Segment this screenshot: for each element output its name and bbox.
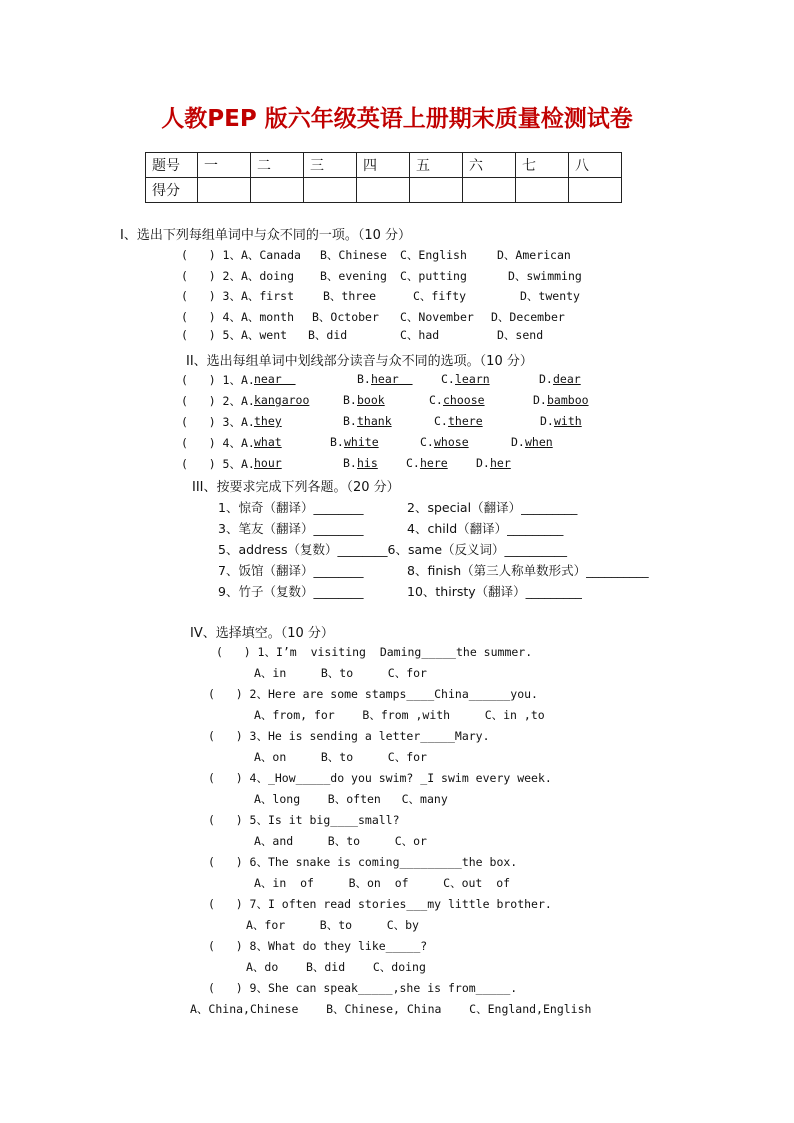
score-cell: 题号 (146, 153, 198, 178)
score-table (145, 152, 622, 203)
option-c-prefix: C. (429, 393, 443, 407)
option-b-word: hear (371, 372, 413, 386)
option-c: C、English (400, 248, 467, 262)
question-options: A、do B、did C、doing (246, 960, 426, 974)
option-d-prefix: D. (476, 456, 490, 470)
option-b-prefix: B. (330, 435, 344, 449)
option-d-word: when (525, 435, 553, 449)
question-number: ( ) 3、A. (181, 415, 255, 429)
question-number: ( ) 1、A. (181, 373, 255, 387)
translate-item: 9、竹子（复数）________ (218, 584, 364, 599)
score-cell: 二 (251, 153, 304, 178)
section-3-heading: III、按要求完成下列各题。（20 分） (192, 480, 400, 495)
score-cell: 六 (463, 153, 516, 178)
option-b: B、October (312, 310, 379, 324)
question-options: A、and B、to C、or (254, 834, 427, 848)
question-number: ( ) 4、A. (181, 436, 255, 450)
option-d-word: with (554, 414, 582, 428)
question-number: ( ) 5、A、went (181, 328, 288, 342)
score-cell: 四 (357, 153, 410, 178)
question-stem: ( ) 8、What do they like_____? (208, 939, 428, 953)
translate-item: 7、饭馆（翻译）________ (218, 563, 364, 578)
option-b-prefix: B. (343, 456, 357, 470)
question-stem: ( ) 9、She can speak_____,she is from_____. (208, 981, 518, 995)
option-d: D、swimming (508, 269, 582, 283)
option-d-prefix: D. (533, 393, 547, 407)
score-input-cell[interactable] (463, 178, 516, 203)
option-a-word: near (254, 372, 296, 386)
question-stem: ( ) 4、_How_____do you swim? _I swim every week. (208, 771, 552, 785)
question-options: A、from, for B、from ,with C、in ,to (254, 708, 545, 722)
question-options: A、in B、to C、for (254, 666, 427, 680)
translate-item: 3、笔友（翻译）________ (218, 521, 364, 536)
option-d: D、December (491, 310, 565, 324)
score-cell: 得分 (146, 178, 198, 203)
option-d-word: bamboo (547, 393, 589, 407)
score-cell: 五 (410, 153, 463, 178)
section-4-heading: IV、选择填空。（10 分） (190, 626, 334, 641)
question-stem: ( ) 7、I often read stories___my little brother. (208, 897, 552, 911)
score-input-cell[interactable] (304, 178, 357, 203)
option-a-word: hour (254, 456, 282, 470)
option-c: C、putting (400, 269, 467, 283)
question-options: A、in of B、on of C、out of (254, 876, 511, 890)
translate-item: 8、finish（第三人称单数形式）__________ (407, 563, 649, 578)
option-b: B、three (323, 289, 377, 303)
translate-item: 2、special（翻译）_________ (407, 500, 578, 515)
option-d: D、twenty (520, 289, 580, 303)
option-d-prefix: D. (540, 414, 554, 428)
question-number: ( ) 2、A、doing (181, 269, 295, 283)
score-cell: 一 (198, 153, 251, 178)
option-c-prefix: C. (406, 456, 420, 470)
translate-item: 5、address（复数）________6、same（反义词）__________ (218, 542, 568, 557)
question-options: A、on B、to C、for (254, 750, 427, 764)
option-b: B、Chinese (320, 248, 387, 262)
score-cell: 三 (304, 153, 357, 178)
question-number: ( ) 1、A、Canada (181, 248, 301, 262)
option-c-word: whose (434, 435, 469, 449)
option-b-prefix: B. (343, 414, 357, 428)
question-stem: ( ) 5、Is it big____small? (208, 813, 400, 827)
option-b-prefix: B. (357, 372, 371, 386)
option-c-prefix: C. (420, 435, 434, 449)
score-input-cell[interactable] (516, 178, 569, 203)
option-d-word: dear (553, 372, 581, 386)
option-b-prefix: B. (343, 393, 357, 407)
translate-item: 10、thirsty（翻译）_________ (407, 584, 582, 599)
option-c-word: here (420, 456, 448, 470)
translate-item: 4、child（翻译）_________ (407, 521, 564, 536)
option-c-word: there (448, 414, 483, 428)
question-number: ( ) 3、A、first (181, 289, 295, 303)
question-number: ( ) 2、A. (181, 394, 255, 408)
question-options: A、long B、often C、many (254, 792, 448, 806)
score-cell: 七 (516, 153, 569, 178)
option-a-word: they (254, 414, 282, 428)
option-c-word: choose (443, 393, 485, 407)
score-cell: 八 (569, 153, 622, 178)
option-b: B、evening (320, 269, 387, 283)
option-b: B、did (308, 328, 348, 342)
option-c: C、fifty (413, 289, 467, 303)
score-table-score-row (146, 178, 622, 203)
question-stem: ( ) 3、He is sending a letter_____Mary. (208, 729, 490, 743)
option-b-word: white (344, 435, 379, 449)
option-a-word: kangaroo (254, 393, 310, 407)
option-d-word: her (490, 456, 511, 470)
question-stem: ( ) 1、I’m visiting Daming_____the summer. (216, 645, 533, 659)
option-b-word: thank (357, 414, 392, 428)
option-c: C、had (400, 328, 440, 342)
option-c: C、November (400, 310, 474, 324)
option-d-prefix: D. (511, 435, 525, 449)
option-c-word: learn (455, 372, 490, 386)
question-options: A、China,Chinese B、Chinese, China C、England,English (190, 1002, 592, 1016)
score-input-cell[interactable] (251, 178, 304, 203)
option-c-prefix: C. (434, 414, 448, 428)
question-number: ( ) 4、A、month (181, 310, 295, 324)
question-stem: ( ) 2、Here are some stamps____China______you. (208, 687, 538, 701)
score-table-header-row (146, 153, 622, 178)
option-d: D、send (497, 328, 544, 342)
section-1-heading: I、选出下列每组单词中与众不同的一项。（10 分） (120, 228, 412, 243)
score-input-cell[interactable] (410, 178, 463, 203)
question-options: A、for B、to C、by (246, 918, 419, 932)
section-2-heading: II、选出每组单词中划线部分读音与众不同的选项。（10 分） (186, 354, 533, 369)
score-input-cell[interactable] (569, 178, 622, 203)
option-a-word: what (254, 435, 282, 449)
score-input-cell[interactable] (357, 178, 410, 203)
score-input-cell[interactable] (198, 178, 251, 203)
option-d: D、American (497, 248, 571, 262)
option-d-prefix: D. (539, 372, 553, 386)
option-b-word: book (357, 393, 385, 407)
option-c-prefix: C. (441, 372, 455, 386)
question-stem: ( ) 6、The snake is coming_________the box. (208, 855, 518, 869)
page-title: 人教PEP 版六年级英语上册期末质量检测试卷 (161, 106, 633, 132)
option-b-word: his (357, 456, 378, 470)
translate-item: 1、惊奇（翻译）________ (218, 500, 364, 515)
question-number: ( ) 5、A. (181, 457, 255, 471)
